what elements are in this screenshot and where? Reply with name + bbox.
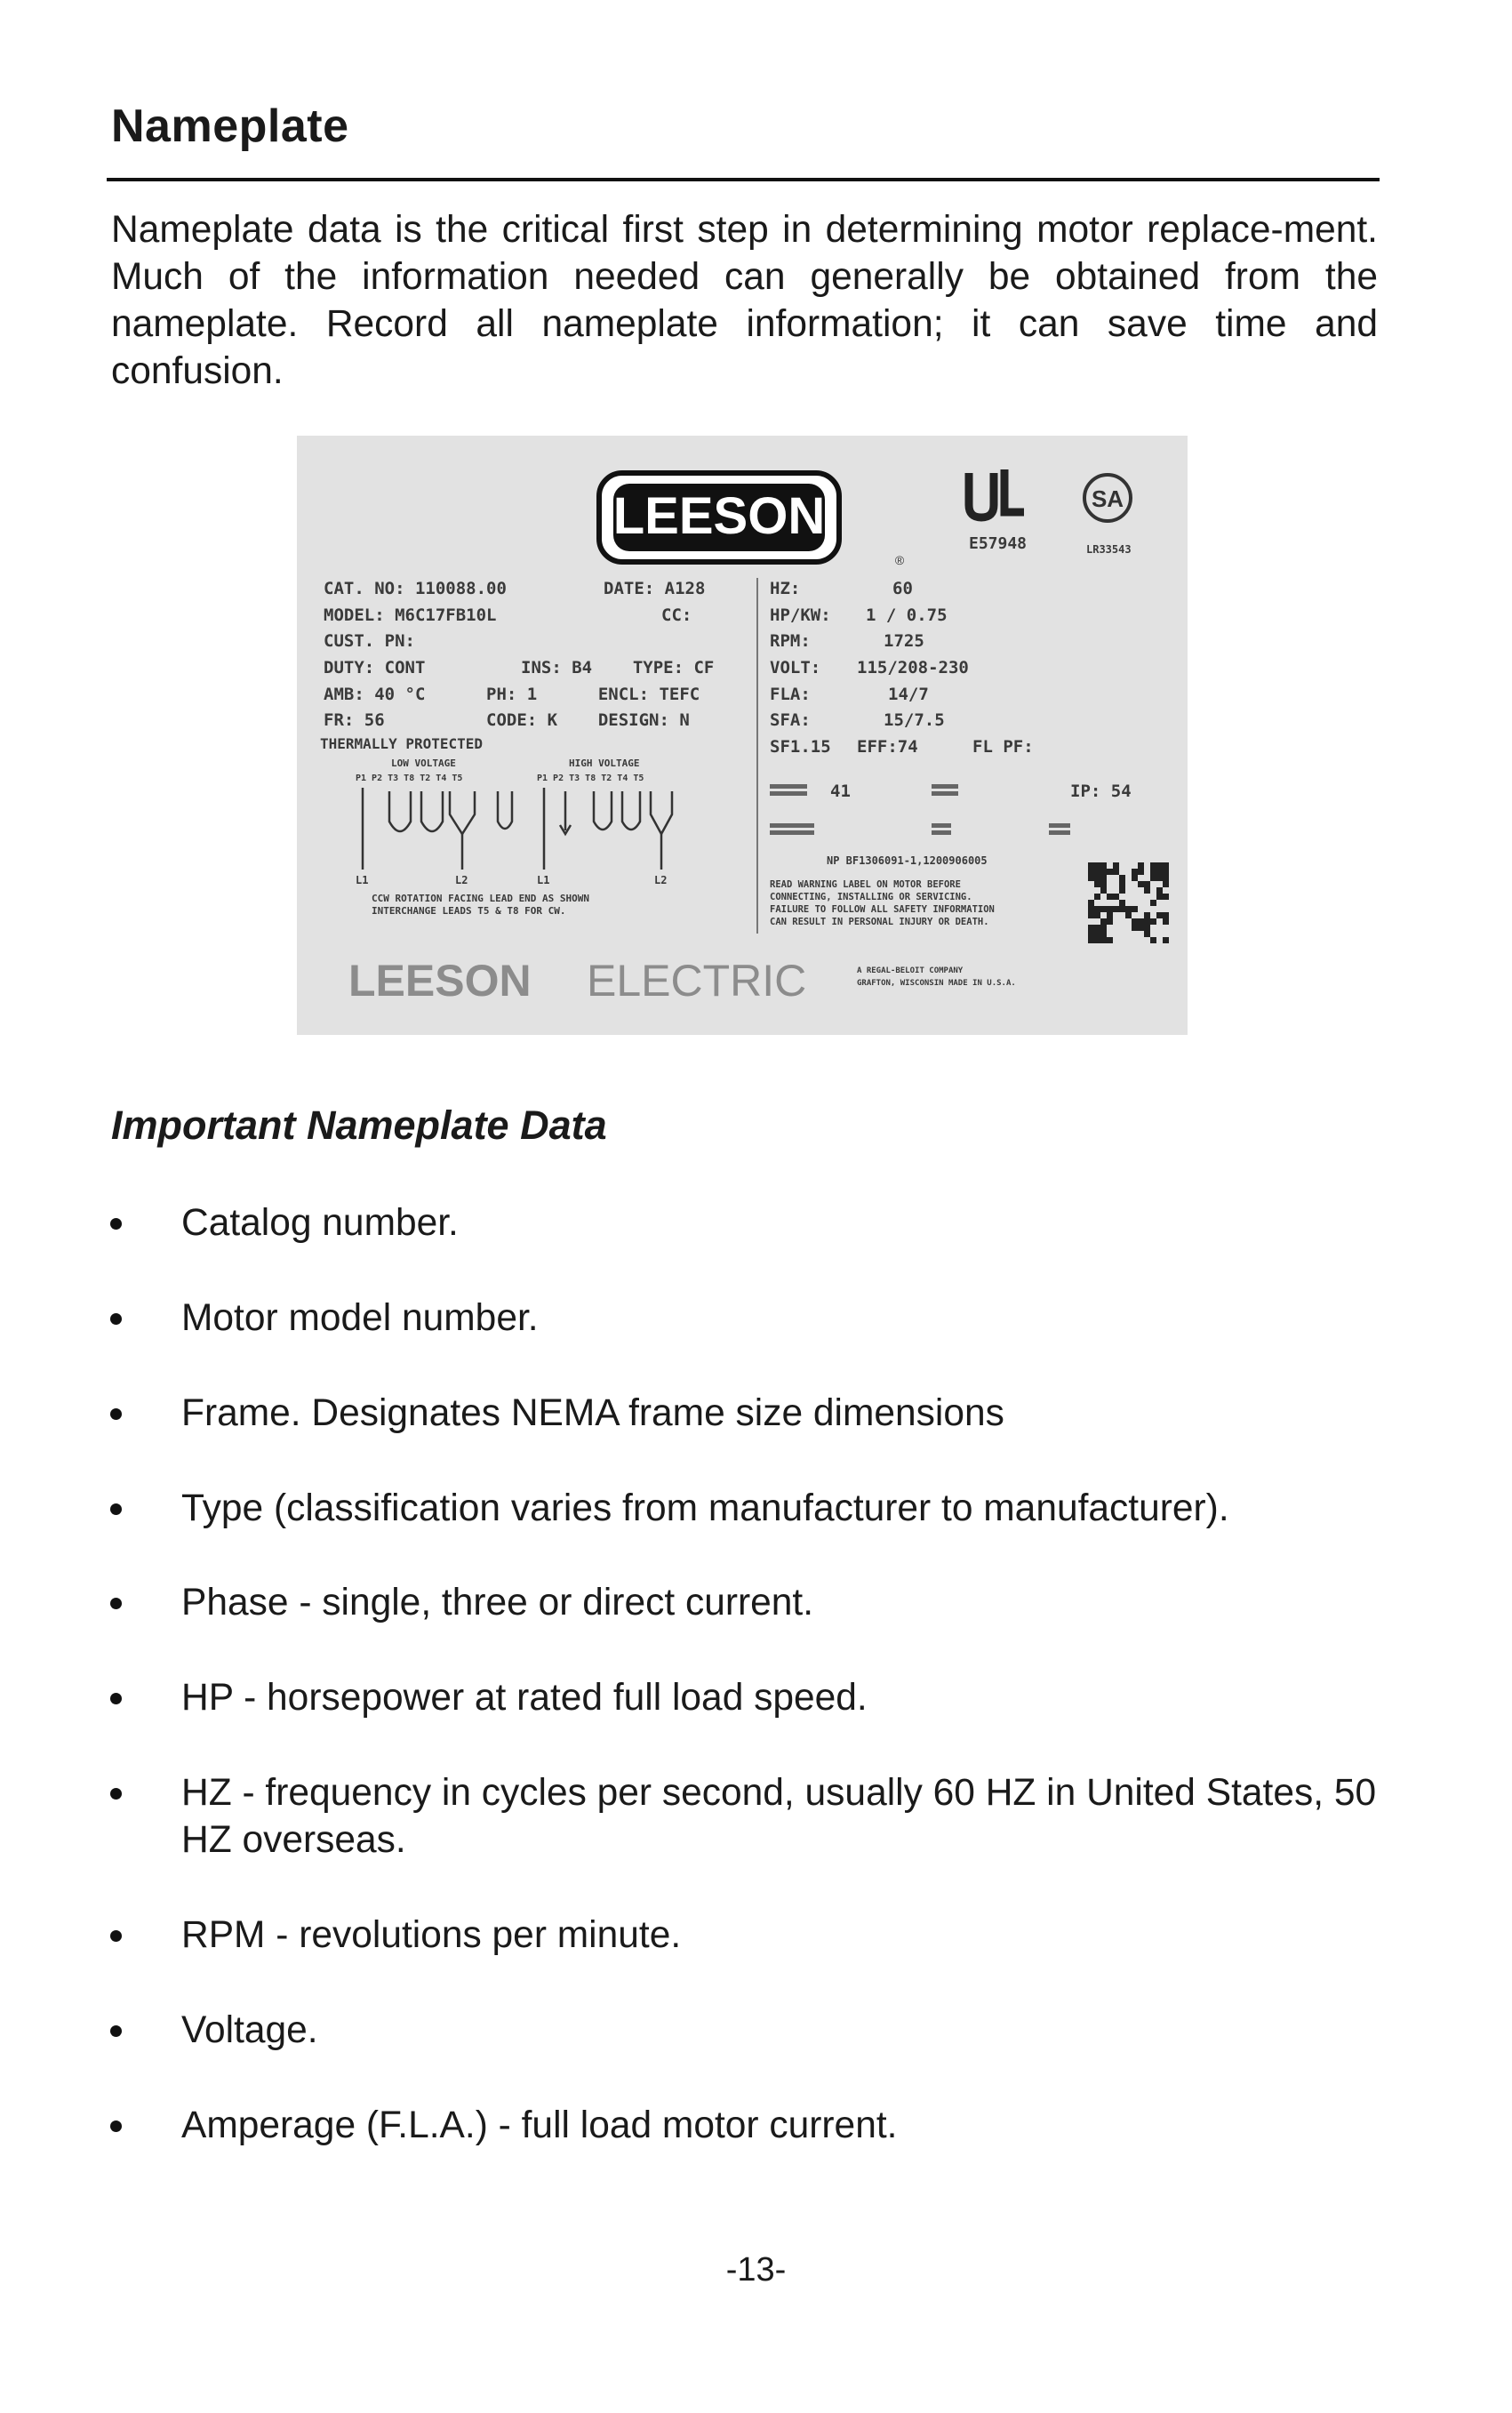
title-rule — [107, 178, 1380, 181]
nameplate-mid-row: CC: — [661, 605, 692, 625]
svg-text:P1 P2 T3 T8 T2 T4 T5: P1 P2 T3 T8 T2 T4 T5 — [356, 774, 463, 783]
svg-text:P1 P2 T3 T8 T2 T4 T5: P1 P2 T3 T8 T2 T4 T5 — [537, 774, 644, 783]
nameplate-left-row: CAT. NO: 110088.00 — [324, 579, 507, 598]
svg-text:CCW ROTATION FACING LEAD END A: CCW ROTATION FACING LEAD END AS SHOWN — [372, 893, 590, 904]
list-item: RPM - revolutions per minute. — [181, 1914, 682, 1956]
bullet-marker — [110, 1408, 122, 1420]
intro-paragraph: Nameplate data is the critical first step in determining motor replace-ment. Much of the information needed can generally be obtained from the nameplate. Record all nameplate information; it can save time and confusion. — [111, 209, 1378, 392]
nameplate-mid-row: CODE: K DESIGN: N — [486, 710, 690, 730]
nameplate-photo — [297, 436, 1188, 1035]
nameplate-mid-row: DATE: A128 — [604, 579, 706, 598]
nameplate-right-label: RPM: — [770, 631, 811, 651]
np-code: NP BF1306091-1,1200906005 — [827, 854, 988, 867]
list-item: Catalog number. — [181, 1202, 459, 1244]
list-item: Amperage (F.L.A.) - full load motor current. — [181, 2104, 898, 2146]
nameplate-right-label: HZ: — [770, 579, 801, 598]
nameplate-mid-row: PH: 1 ENCL: TEFC — [486, 685, 700, 704]
nameplate-left-row: THERMALLY PROTECTED — [320, 735, 484, 752]
svg-text:HIGH VOLTAGE: HIGH VOLTAGE — [569, 758, 640, 769]
cooling-code: 41 — [830, 782, 851, 801]
nameplate-right-label: HP/KW: — [770, 605, 831, 625]
nameplate-right-label: VOLT: — [770, 658, 821, 677]
page-title: Nameplate — [111, 100, 349, 152]
nameplate-right-label: FLA: — [770, 685, 811, 704]
nameplate-left-row: DUTY: CONT — [324, 658, 426, 677]
nameplate-right-value: 60 — [892, 579, 913, 598]
svg-text:INTERCHANGE LEADS T5 & T8 FOR: INTERCHANGE LEADS T5 & T8 FOR CW. — [372, 905, 566, 917]
list-item: Voltage. — [181, 2009, 318, 2051]
rotation-note — [372, 893, 589, 917]
nameplate-right-label: SF1.15 — [770, 737, 831, 757]
company-note-2: GRAFTON, WISCONSIN MADE IN U.S.A. — [857, 979, 1016, 988]
list-item: Frame. Designates NEMA frame size dimensions — [181, 1392, 1004, 1434]
nameplate-right-value: 1725 — [884, 631, 924, 651]
nameplate-right-value: EFF:74 — [857, 737, 918, 757]
ip-rating: IP: 54 — [1070, 782, 1132, 801]
svg-text:SA: SA — [1091, 485, 1124, 512]
bullet-marker — [110, 1313, 122, 1325]
brand-light: ELECTRIC — [587, 956, 807, 1006]
warning-line: FAILURE TO FOLLOW ALL SAFETY INFORMATION — [770, 904, 995, 915]
nameplate-left-row: AMB: 40 °C — [324, 685, 426, 704]
list-item: HZ - frequency in cycles per second, usually 60 HZ in United States, 50 HZ overseas. — [181, 1772, 1377, 1861]
bullet-marker — [110, 1788, 122, 1800]
nameplate-right-value: 15/7.5 — [884, 710, 945, 730]
bullet-marker — [110, 1598, 122, 1609]
list-item: Motor model number. — [181, 1297, 539, 1339]
bullet-marker — [110, 2120, 122, 2132]
list-item: Phase - single, three or direct current. — [181, 1582, 814, 1623]
warning-line: READ WARNING LABEL ON MOTOR BEFORE — [770, 879, 961, 890]
registered-mark: ® — [894, 553, 905, 567]
nameplate-left-row: MODEL: M6C17FB10L — [324, 605, 497, 625]
company-note-1: A REGAL-BELOIT COMPANY — [857, 966, 964, 975]
bullet-marker — [110, 1693, 122, 1704]
nameplate-right-value: 1 / 0.75 — [866, 605, 948, 625]
svg-text:L2: L2 — [455, 874, 468, 886]
svg-text:LOW VOLTAGE: LOW VOLTAGE — [391, 758, 456, 769]
fl-pf-label: FL PF: — [972, 737, 1034, 757]
bullet-marker — [110, 1503, 122, 1515]
section-heading: Important Nameplate Data — [111, 1102, 607, 1148]
logo-text: LEESON — [612, 487, 826, 545]
brand-bold: LEESON — [348, 956, 532, 1006]
svg-text:L1: L1 — [537, 874, 550, 886]
page-number: -13- — [725, 2251, 787, 2289]
bullet-marker — [110, 1218, 122, 1230]
nameplate-left-row: CUST. PN: — [324, 631, 415, 651]
warning-line: CONNECTING, INSTALLING OR SERVICING. — [770, 892, 972, 902]
nameplate-illustration — [297, 436, 1188, 1035]
bullet-marker — [110, 1930, 122, 1942]
nameplate-right-value: 14/7 — [888, 685, 929, 704]
cert-number-2: LR33543 — [1086, 543, 1132, 556]
nameplate-mid-row: INS: B4 TYPE: CF — [521, 658, 715, 677]
cert-number: E57948 — [969, 534, 1028, 553]
nameplate-left-row: FR: 56 — [324, 710, 385, 730]
bullet-marker — [110, 2025, 122, 2037]
nameplate-right-label: SFA: — [770, 710, 811, 730]
warning-line: CAN RESULT IN PERSONAL INJURY OR DEATH. — [770, 917, 989, 927]
list-item: Type (classification varies from manufacturer to manufacturer). — [181, 1487, 1229, 1529]
svg-text:L2: L2 — [654, 874, 668, 886]
svg-text:L1: L1 — [356, 874, 369, 886]
list-item: HP - horsepower at rated full load speed. — [181, 1677, 868, 1719]
nameplate-right-value: 115/208-230 — [857, 658, 969, 677]
